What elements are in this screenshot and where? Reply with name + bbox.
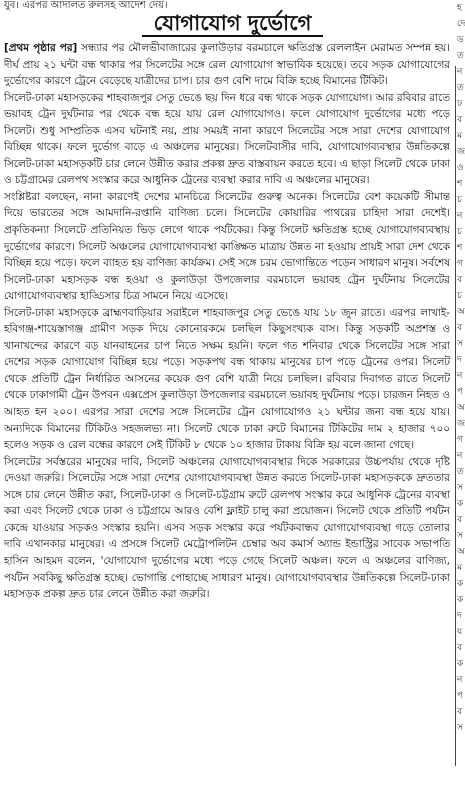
edge-fragment: দে xyxy=(457,19,465,29)
edge-fragment: হ xyxy=(457,3,462,13)
edge-fragment: শ xyxy=(457,179,463,189)
edge-fragment: ঢ xyxy=(457,99,463,109)
edge-fragment: স xyxy=(457,339,463,349)
edge-fragment: ও xyxy=(457,163,464,173)
edge-fragment: ক xyxy=(457,499,464,509)
edge-fragment: ম xyxy=(457,131,462,141)
edge-fragment: জ xyxy=(457,147,465,157)
adjacent-column-fragments xyxy=(457,0,465,786)
edge-fragment: ত xyxy=(457,83,464,93)
edge-fragment: ন xyxy=(457,675,463,685)
edge-fragment: ক xyxy=(457,595,464,605)
edge-fragment: স xyxy=(457,723,463,733)
edge-fragment: য xyxy=(457,627,463,637)
edge-fragment: ত xyxy=(457,51,464,61)
article-headline: যোগাযোগ দুর্ভোগে xyxy=(142,11,324,37)
article-paragraph-1 xyxy=(4,40,450,90)
paragraph-1-text: সন্ধ্যার পর মৌলভীবাজারের কুলাউড়ার বরমচালে ক্ষতিগ্রস্ত রেললাইন মেরামত সম্পন্ন হয়। দীর্ঘ প্রায় ২১ ঘন্টা বন্ধ থাকার পর সিলেটের সঙ্গে রেল যোগাযোগ স্বাভাবিক হয়েছে। তবে সড়ক যোগাযোগের দুর্ভোগের কারণে ট্রেনে বেড়েছে যাত্রীদের চাপ। চার গুণ বেশি দামে বিক্রি হচ্ছে বিমানের টিকিট। xyxy=(4,42,450,88)
edge-fragment: চ xyxy=(457,291,462,301)
edge-fragment: চ xyxy=(457,195,462,205)
edge-fragment: ব xyxy=(457,323,463,333)
previous-article-snippet: যুব। এরপর আদালত রুলসহ আদেশ দেয়। xyxy=(4,0,168,11)
edge-fragment: ব xyxy=(457,275,463,285)
edge-fragment: জ xyxy=(457,419,465,429)
edge-fragment: ন xyxy=(457,371,463,381)
edge-fragment: ন xyxy=(457,211,463,221)
edge-fragment: গ xyxy=(457,435,463,445)
edge-fragment: ন xyxy=(457,67,463,77)
edge-fragment: ব xyxy=(457,115,463,125)
article-paragraph-2: সিলেট-ঢাকা মহাসড়কের শাহবাজপুর সেতু ভেঙে ছয় দিন ধরে বন্ধ থাকে সড়ক যোগাযোগ। আর রবিবার রাতে ভয়াবহ ট্রেন দুর্ঘটনার পর থেকে বন্ধ হয়ে যায় রেল যোগাযোগও। ফলে যোগাযোগ দুর্ভোগের মধ্যে পড়ে সিলেট। শুধু সাম্প্রতিক এসব ঘটনাই নয়, প্রায় সময়ই নানা কারণে সিলেটের সঙ্গে সারা দেশের যোগাযোগ বিচ্ছিন্ন থাকে। ফলে দুর্ভোগ বাড়ে এ অঞ্চলের মানুষের। সিলেটবাসীর দাবি, যোগাযোগব্যবস্থার উন্নতিকল্পে সিলেট-ঢাকা মহাসড়কটি চার লেনে উন্নীত করার প্রকল্প দ্রুত বাস্তবায়ন করতে হবে। এ ছাড়া সিলেট থেকে ঢাকা ও চট্টগ্রামের রেলপথ সংস্কার করে আধুনিক ট্রেনের ব্যবস্থা করার দাবি এ অঞ্চলের মানুষের। xyxy=(4,91,450,187)
edge-fragment: গ xyxy=(457,259,463,269)
article-paragraph-5: সিলেটের সর্বস্তরের মানুষের দাবি, সিলেট অঞ্চলের যোগাযোগব্যবস্থার দিকে সরকারের উচ্চপর্যায় থেকে দৃষ্টি দেওয়া জরুরি। সিলেটের সঙ্গে সারা দেশের যোগাযোগব্যবস্থা উন্নত করতে সিলেট-ঢাকা মহাসড়ককে দ্রুততার সঙ্গে চার লেনে উন্নীত করা, সিলেট-ঢাকা ও সিলেট-চট্টগ্রাম রুটে রেলপথ সংস্কার করে আধুনিক ট্রেনের ব্যবস্থা করা এবং সিলেট থেকে ঢাকা ও চট্টগ্রামে আরও বেশি ফ্লাইট চালু করা প্রয়োজন। সিলেট থেকে প্রতিটি পর্যটন কেন্দ্রে যাওয়ার সড়কও সংস্কার হয়নি। এসব সড়ক সংস্কার করে পর্যটকবান্ধব যোগাযোগব্যবস্থা গড়ে তোলার দাবি এখানকার মানুষের। এ প্রসঙ্গে সিলেট মেট্রোপলিটন চেম্বার অব কমার্স অ্যান্ড ইন্ডাস্ট্রির সাবেক সভাপতি হাসিন আহমদ বলেন, 'যোগাযোগ দুর্ভোগের মধ্যে পড়ে গেছে সিলেট অঞ্চল। ফলে এ অঞ্চলের বাণিজ্য, পর্যটন সবকিছু ক্ষতিগ্রস্ত হচ্ছে। ভোগান্তি পোহাচ্ছে সাধারণ মানুষ। যোগাযোগব্যবস্থার উন্নতিকল্পে সিলেট-ঢাকা মহাসড়ক প্রকল্প দ্রুত চার লেনে উন্নীত করা জরুরি। xyxy=(4,455,450,601)
edge-fragment: শ xyxy=(457,243,463,253)
edge-fragment: অ xyxy=(457,307,465,317)
edge-fragment: ক xyxy=(457,659,464,669)
edge-fragment: অ xyxy=(457,547,465,557)
edge-fragment: ব xyxy=(457,707,463,717)
edge-fragment: প xyxy=(457,691,464,701)
edge-fragment: দ xyxy=(457,611,462,621)
edge-fragment: ক xyxy=(457,579,464,589)
article-paragraph-3: সংশ্লিষ্টরা বলছেন, নানা কারণেই দেশের মানচিত্রে সিলেটের গুরুত্ব অনেক। সিলেটের বেশ কয়েকটি সীমান্ত দিয়ে ভারতের সঙ্গে আমদানি-রপ্তানি বাণিজ্য চলে। সিলেটের কোয়ারির পাথরের চাহিদা সারা দেশেই। প্রকৃতিকন্যা সিলেটে প্রতিনিয়ত ভিড় লেগে থাকে পর্যটকের। কিন্তু সিলেট ক্ষতিগ্রস্ত হচ্ছে যোগাযোগব্যবস্থায় দুর্ভোগের কারণে। সিলেট অঞ্চলের যোগাযোগব্যবস্থা কাঙ্ক্ষিত মাত্রায় উন্নত না হওয়ায় প্রায়ই সারা দেশ থেকে বিচ্ছিন্ন হয়ে পড়ে। ফলে ব্যাহত হয় বাণিজ্য কার্যক্রম। সেই সঙ্গে চরম ভোগান্তিতে পড়েন সাধারণ মানুষ। সর্বশেষ সিলেট-ঢাকা মহাসড়ক বন্ধ হওয়া ও কুলাউড়া উপজেলার বরমচালে ভয়াবহ ট্রেন দুর্ঘটনায় সিলেটের যোগাযোগব্যবস্থার হাড্ডিসার চিত্র সামনে নিয়ে এসেছে। xyxy=(4,190,450,303)
edge-fragment: চ xyxy=(457,227,462,237)
edge-fragment: স xyxy=(457,531,463,541)
article-paragraph-4: সিলেট-ঢাকা মহাসড়কে ব্রাহ্মণবাড়িয়ার সরাইলে শাহবাজপুর সেতু ভেঙে যায় ১৮ জুন রাতে। এরপর লাখাই-হবিগঞ্জ-শায়েস্তাগঞ্জ গ্রামীণ সড়ক দিয়ে কোনোরকমে চলছিল কিছুসংখ্যক বাস। কিন্তু সড়কটি অপ্রশস্ত ও খানাখন্দের কারণে বড় যানবাহনের চাপ নিতে সক্ষম হয়নি। ফলে গত শনিবার থেকে সিলেটের সঙ্গে সারা দেশের সড়ক যোগাযোগ বিচ্ছিন্ন হয়ে পড়ে। সড়কপথ বন্ধ থাকায় মানুষের চাপ পড়ে ট্রেনের ওপর। সিলেট থেকে প্রতিটি ট্রেন নির্ধারিত আসনের কয়েক গুণ বেশি যাত্রী নিয়ে চলছিল। রবিবার দিবাগত রাতে সিলেট থেকে ঢাকাগামী ট্রেন উপবন এক্সপ্রেস কুলাউড়া উপজেলার বরমচালে ভয়াবহ দুর্ঘটনায় পড়ে। চারজন নিহত ও আহত হন ২০০। এরপর সারা দেশের সঙ্গে সিলেটের ট্রেন যোগাযোগও ২১ ঘন্টার জন্য বন্ধ হয়ে যায়। অন্যদিকে বিমানের টিকিটও সহজলভ্য না। সিলেট থেকে ঢাকা রুটে বিমানের টিকিটের দাম ২ হাজার ৭০০ হলেও সড়ক ও রেল বন্ধের কারণে সেই টিকিট ৮ থেকে ১০ হাজার টাকায় বিক্রি হয় বলে জানা গেছে। xyxy=(4,306,450,452)
edge-fragment: দ xyxy=(457,355,462,365)
article-body xyxy=(4,40,450,784)
column-divider xyxy=(455,66,456,766)
edge-fragment: ব xyxy=(457,515,463,525)
edge-fragment: অ xyxy=(457,403,465,413)
edge-fragment: প xyxy=(457,387,464,397)
edge-fragment: ব xyxy=(457,643,463,653)
headline-container xyxy=(0,10,465,38)
edge-fragment: ম xyxy=(457,563,462,573)
edge-fragment: ড xyxy=(457,35,464,45)
edge-fragment: ন xyxy=(457,451,463,461)
edge-fragment: ত xyxy=(457,467,464,477)
edge-fragment: স xyxy=(457,483,463,493)
continued-from-marker: [প্রথম পৃষ্ঠার পর] xyxy=(4,42,78,54)
